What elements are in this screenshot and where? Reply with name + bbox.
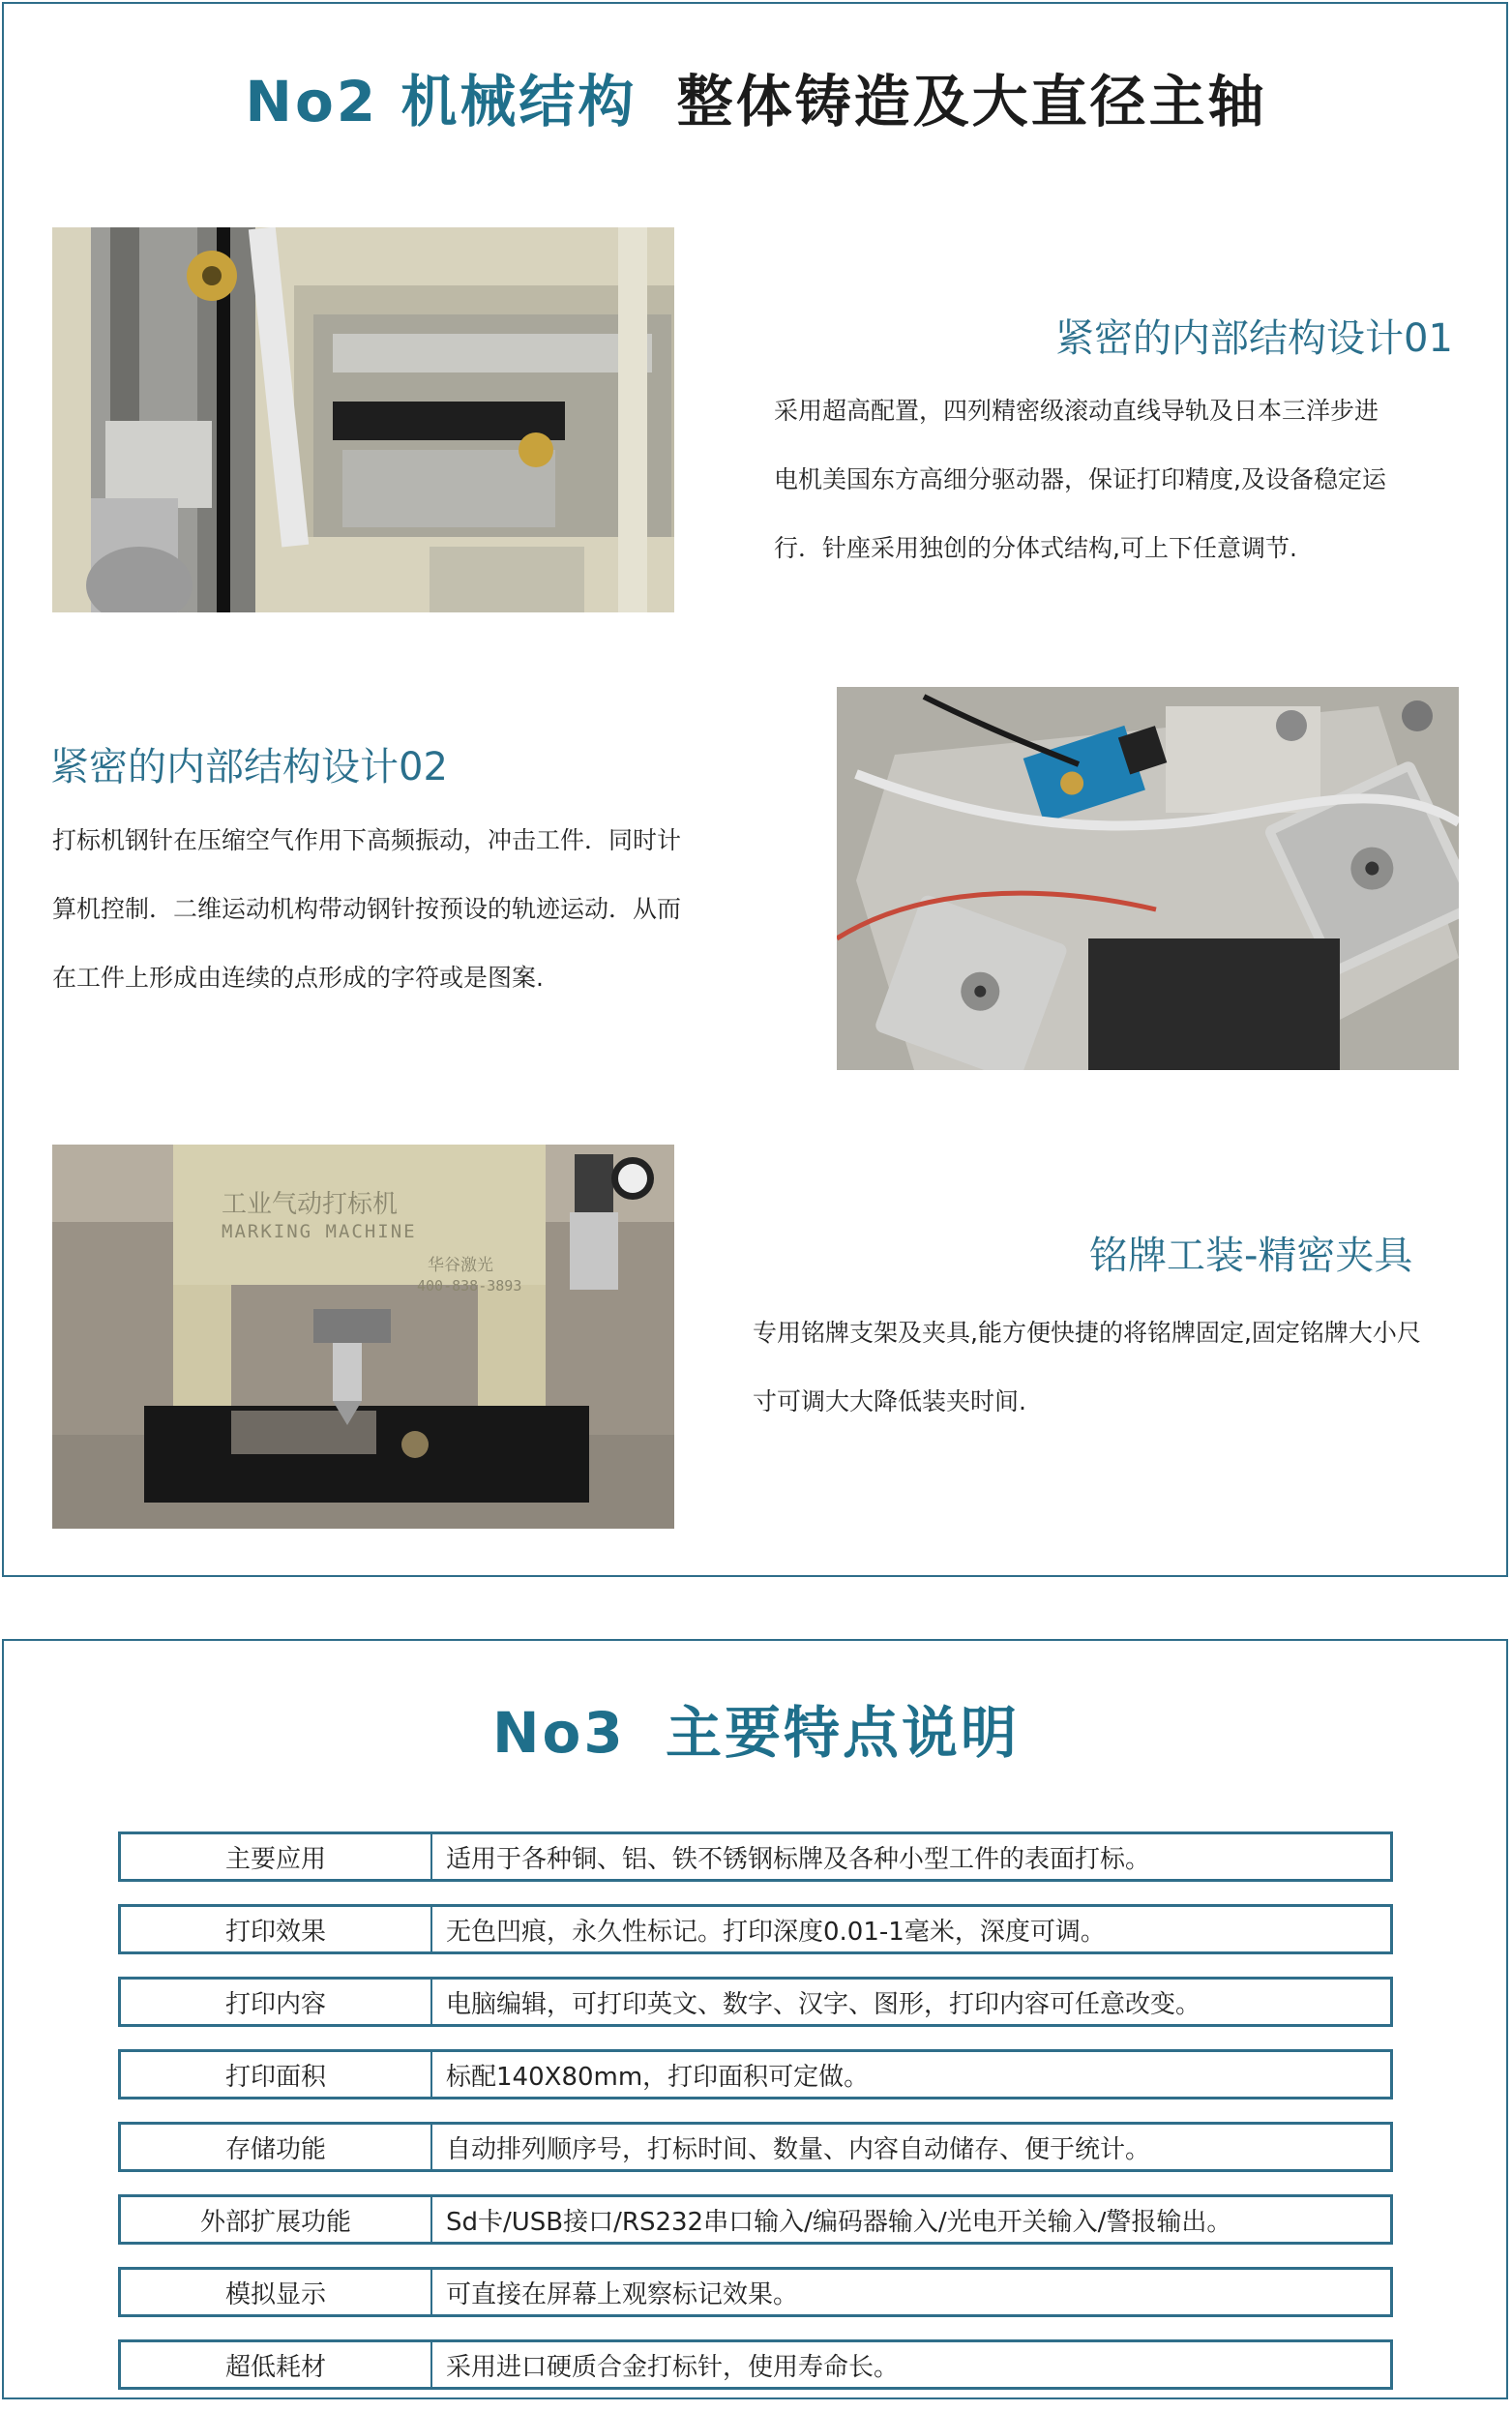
table-row xyxy=(118,2267,1393,2317)
feature2-line-2: 算机控制．二维运动机构带动钢针按预设的轨迹运动．从而 xyxy=(52,895,682,923)
table-row xyxy=(118,2339,1393,2390)
section2-title xyxy=(0,69,1512,134)
feature-key: 主要应用 xyxy=(118,1831,432,1882)
feature-key: 模拟显示 xyxy=(118,2267,432,2317)
table-row xyxy=(118,1977,1393,2027)
feature-value: 采用进口硬质合金打标针，使用寿命长。 xyxy=(432,2339,1393,2390)
feature3-description xyxy=(753,1298,1421,1436)
feature1-line-3: 行．针座采用独创的分体式结构,可上下任意调节. xyxy=(774,534,1297,562)
feature-value: 无色凹痕，永久性标记。打印深度0.01-1毫米，深度可调。 xyxy=(432,1904,1393,1954)
feature-value: 自动排列顺序号，打标时间、数量、内容自动储存、便于统计。 xyxy=(432,2122,1393,2172)
table-row xyxy=(118,1904,1393,1954)
section2-title-part2: 整体铸造及大直径主轴 xyxy=(676,69,1267,134)
machine-label-cn: 工业气动打标机 xyxy=(222,1190,399,1219)
table-row xyxy=(118,2049,1393,2099)
feature-value: 可直接在屏幕上观察标记效果。 xyxy=(432,2267,1393,2317)
feature2-line-3: 在工件上形成由连续的点形成的字符或是图案. xyxy=(52,964,544,992)
feature1-line-1: 采用超高配置，四列精密级滚动直线导轨及日本三洋步进 xyxy=(774,397,1379,425)
photo-marking-machine xyxy=(52,1145,674,1529)
section3-title xyxy=(0,1700,1512,1766)
table-row xyxy=(118,1831,1393,1882)
feature-key: 外部扩展功能 xyxy=(118,2194,432,2245)
feature1-line-2: 电机美国东方高细分驱动器，保证打印精度,及设备稳定运 xyxy=(774,465,1386,493)
feature2-heading: 紧密的内部结构设计02 xyxy=(50,745,448,789)
machine-brand: 华谷激光 xyxy=(428,1256,493,1275)
feature-value: 适用于各种铜、铝、铁不锈钢标牌及各种小型工件的表面打标。 xyxy=(432,1831,1393,1882)
feature-key: 超低耗材 xyxy=(118,2339,432,2390)
feature-key: 打印面积 xyxy=(118,2049,432,2099)
feature-value: 标配140X80mm，打印面积可定做。 xyxy=(432,2049,1393,2099)
table-row xyxy=(118,2122,1393,2172)
feature-value: Sd卡/USB接口/RS232串口输入/编码器输入/光电开关输入/警报输出。 xyxy=(432,2194,1393,2245)
feature-key: 存储功能 xyxy=(118,2122,432,2172)
feature2-line-1: 打标机钢针在压缩空气作用下高频振动，冲击工件．同时计 xyxy=(52,826,682,854)
photo-internal-structure-2 xyxy=(837,687,1459,1070)
section2-title-part1: No2 机械结构 xyxy=(245,69,637,134)
photo-internal-structure-1 xyxy=(52,227,674,612)
feature1-heading: 紧密的内部结构设计01 xyxy=(1055,316,1453,361)
feature3-heading: 铭牌工装-精密夹具 xyxy=(1089,1234,1413,1278)
section3-title-part1: No3 xyxy=(492,1700,626,1766)
feature3-line-2: 寸可调大大降低装夹时间. xyxy=(753,1387,1026,1415)
feature1-description xyxy=(774,376,1386,582)
section3-title-part2: 主要特点说明 xyxy=(665,1700,1020,1766)
feature3-line-1: 专用铭牌支架及夹具,能方便快捷的将铭牌固定,固定铭牌大小尺 xyxy=(753,1319,1421,1347)
feature2-description xyxy=(52,806,681,1012)
feature-key: 打印内容 xyxy=(118,1977,432,2027)
feature-key: 打印效果 xyxy=(118,1904,432,1954)
feature-value: 电脑编辑，可打印英文、数字、汉字、图形，打印内容可任意改变。 xyxy=(432,1977,1393,2027)
machine-label-en: MARKING MACHINE xyxy=(222,1221,417,1242)
machine-phone: 400-838-3893 xyxy=(417,1277,522,1295)
features-table xyxy=(118,1809,1393,2412)
table-row xyxy=(118,2194,1393,2245)
